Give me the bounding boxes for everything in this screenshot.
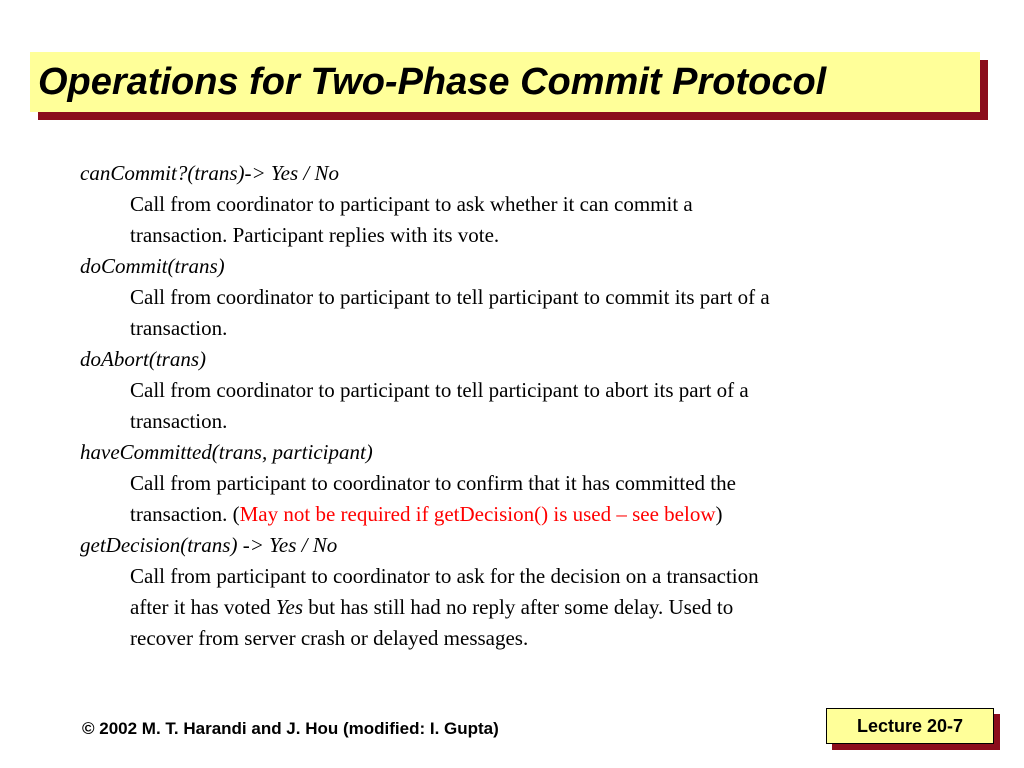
slide-number-badge (826, 708, 994, 744)
operation-description-line: Call from coordinator to participant to tell participant to abort its part of a (130, 378, 749, 402)
operations-list (80, 158, 960, 654)
operation-description-line (80, 592, 960, 623)
operation-description-line (80, 499, 960, 530)
operation-description-line: Call from coordinator to participant to tell participant to commit its part of a (130, 285, 770, 309)
emphasis-yes: Yes (275, 595, 304, 619)
operation-signature-docommit: doCommit(trans) (80, 254, 225, 278)
operation-signature-getdecision: getDecision(trans) -> Yes / No (80, 533, 338, 557)
copyright-footer: © 2002 M. T. Harandi and J. Hou (modified: I. Gupta) (82, 719, 499, 738)
operation-signature-cancommit: canCommit?(trans)-> Yes / No (80, 161, 339, 185)
operation-signature-doabort: doAbort(trans) (80, 347, 206, 371)
description-text: transaction. ( (130, 502, 240, 526)
operation-description-line: recover from server crash or delayed messages. (130, 626, 529, 650)
description-text: after it has voted (130, 595, 276, 619)
operation-description-line: Call from participant to coordinator to ask for the decision on a transaction (130, 564, 759, 588)
operation-description-line: transaction. (130, 409, 228, 433)
operation-description-line: Call from participant to coordinator to confirm that it has committed the (130, 471, 736, 495)
red-note: May not be required if getDecision() is used – see below (239, 502, 716, 526)
operation-signature-havecommitted: haveCommitted(trans, participant) (80, 440, 373, 464)
description-text: ) (715, 502, 723, 526)
slide-title: Operations for Two-Phase Commit Protocol (38, 60, 827, 103)
description-text: but has still had no reply after some delay. Used to (303, 595, 734, 619)
title-banner (30, 52, 980, 112)
slide-number: Lecture 20-7 (856, 715, 964, 736)
operation-description-line: transaction. Participant replies with its vote. (130, 223, 500, 247)
operation-description-line: transaction. (130, 316, 228, 340)
operation-description-line: Call from coordinator to participant to ask whether it can commit a (130, 192, 693, 216)
